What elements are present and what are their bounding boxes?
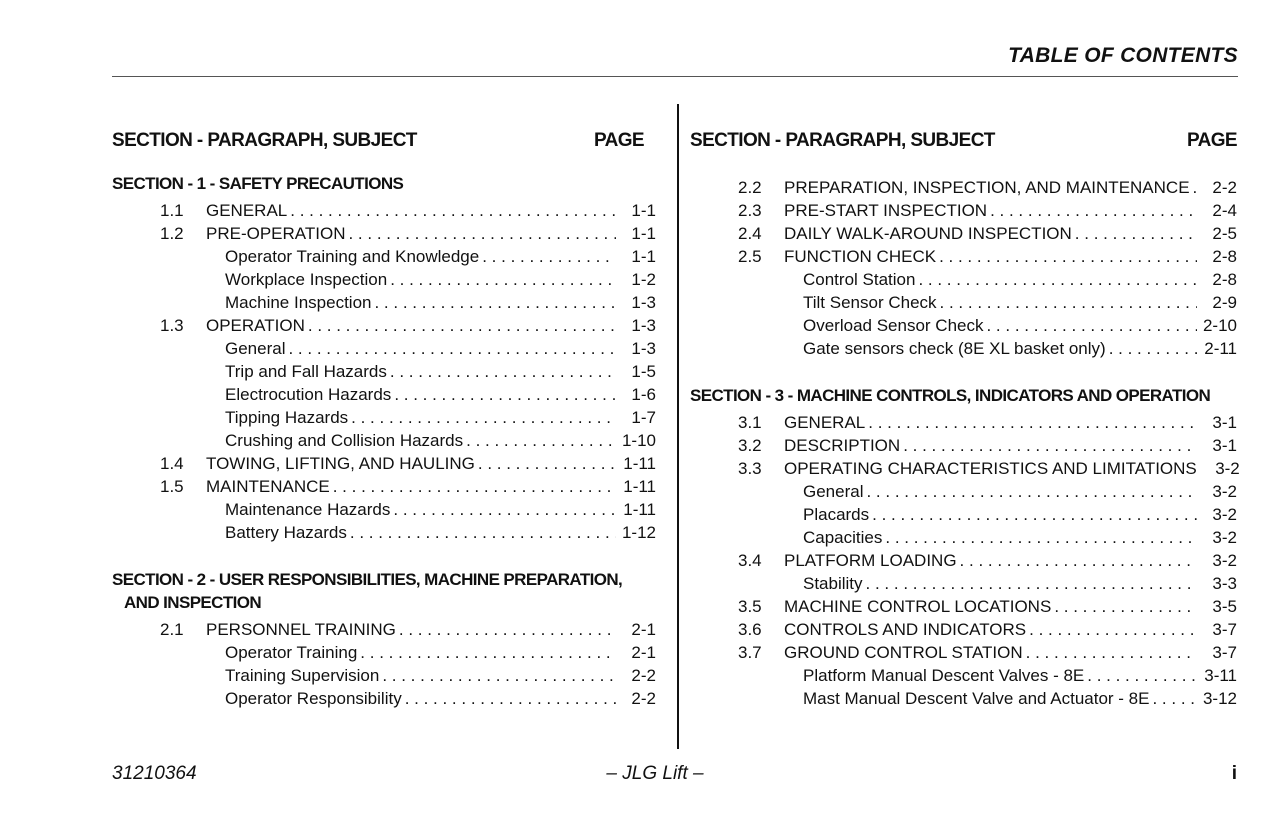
column-header: [690, 126, 1237, 156]
toc-entry[interactable]: [690, 199, 1237, 222]
toc-list: [690, 176, 1237, 360]
dot-leader: [1075, 222, 1197, 245]
dot-leader: [399, 618, 616, 641]
dot-leader: [466, 429, 616, 452]
toc-entry[interactable]: [112, 664, 656, 687]
dot-leader: [1193, 176, 1197, 199]
column-divider: [677, 104, 679, 749]
column-header: [112, 126, 656, 156]
entry-page-number: 2-8: [1212, 270, 1237, 289]
entry-page-number: 3-2: [1212, 482, 1237, 501]
dot-leader: [482, 245, 616, 268]
entry-title: MACHINE CONTROL LOCATIONS: [784, 597, 1052, 616]
page-header-title: TABLE OF CONTENTS: [1008, 44, 1238, 67]
entry-title: CONTROLS AND INDICATORS: [784, 620, 1027, 639]
entry-page-number: 1-6: [631, 385, 656, 404]
entry-page-number: 1-11: [623, 454, 656, 473]
entry-title: MAINTENANCE: [206, 477, 330, 496]
entry-page-number: 3-2: [1212, 505, 1237, 524]
dot-leader: [885, 526, 1197, 549]
entry-page-number: 2-1: [631, 643, 656, 662]
toc-entry[interactable]: [690, 503, 1237, 526]
entry-title: Overload Sensor Check: [803, 316, 984, 335]
toc-entry[interactable]: [690, 291, 1237, 314]
toc-entry[interactable]: [690, 434, 1237, 457]
toc-entry[interactable]: [112, 475, 656, 498]
toc-entry[interactable]: [690, 457, 1240, 480]
entry-title: PREPARATION, INSPECTION, AND MAINTENANCE: [784, 178, 1190, 197]
dot-leader: [360, 641, 616, 664]
toc-entry[interactable]: [112, 314, 656, 337]
entry-page-number: 1-11: [623, 500, 656, 519]
entry-page-number: 2-9: [1212, 293, 1237, 312]
entry-page-number: 3-1: [1212, 436, 1237, 455]
entry-number: 3.6: [738, 620, 762, 639]
entry-page-number: 3-2: [1212, 551, 1237, 570]
entry-title: PERSONNEL TRAINING: [206, 620, 396, 639]
dot-leader: [1029, 618, 1197, 641]
dot-leader: [308, 314, 616, 337]
entry-number: 2.5: [738, 247, 762, 266]
entry-page-number: 1-7: [631, 408, 656, 427]
entry-title: TOWING, LIFTING, AND HAULING: [206, 454, 475, 473]
entry-number: 2.3: [738, 201, 762, 220]
section-heading[interactable]: SECTION - 3 - MACHINE CONTROLS, INDICATORS AND OPERATION: [690, 386, 1211, 405]
dot-leader: [290, 199, 616, 222]
entry-page-number: 2-11: [1204, 339, 1237, 358]
dot-leader: [288, 337, 616, 360]
entry-page-number: 3-7: [1212, 643, 1237, 662]
entry-title: Machine Inspection: [225, 293, 372, 312]
dot-leader: [393, 498, 616, 521]
entry-page-number: 1-11: [623, 477, 656, 496]
dot-leader: [394, 383, 616, 406]
entry-title: Electrocution Hazards: [225, 385, 392, 404]
entry-page-number: 1-10: [621, 431, 656, 450]
entry-title: FUNCTION CHECK: [784, 247, 937, 266]
subject-column-label: SECTION - PARAGRAPH, SUBJECT: [690, 130, 995, 151]
entry-page-number: 3-2: [1212, 528, 1237, 547]
toc-entry[interactable]: [690, 572, 1237, 595]
dot-leader: [1054, 595, 1197, 618]
entry-number: 2.4: [738, 224, 762, 243]
entry-page-number: 3-7: [1212, 620, 1237, 639]
section-heading[interactable]: SECTION - 2 - USER RESPONSIBILITIES, MACHINE PREPARATION, AND INSPECTION: [112, 570, 623, 612]
entry-page-number: 1-5: [631, 362, 656, 381]
entry-number: 1.5: [160, 477, 184, 496]
toc-entry[interactable]: [112, 429, 656, 452]
toc-entry[interactable]: [112, 521, 656, 544]
entry-number: 2.2: [738, 178, 762, 197]
entry-title: Workplace Inspection: [225, 270, 388, 289]
entry-title: GROUND CONTROL STATION: [784, 643, 1023, 662]
entry-title: Placards: [803, 505, 870, 524]
entry-title: PRE-OPERATION: [206, 224, 346, 243]
entry-title: Battery Hazards: [225, 523, 347, 542]
toc-entry[interactable]: [690, 641, 1237, 664]
page-column-label: PAGE: [593, 130, 644, 151]
entry-title: Gate sensors check (8E XL basket only): [803, 339, 1106, 358]
dot-leader: [374, 291, 616, 314]
entry-number: 1.4: [160, 454, 184, 473]
entry-title: Trip and Fall Hazards: [225, 362, 387, 381]
entry-number: 2.1: [160, 620, 184, 639]
entry-number: 3.4: [738, 551, 762, 570]
toc-entry[interactable]: [112, 360, 656, 383]
entry-title: General: [225, 339, 286, 358]
entry-title: Capacities: [803, 528, 883, 547]
toc-entry[interactable]: [112, 222, 656, 245]
toc-entry[interactable]: [112, 268, 656, 291]
dot-leader: [960, 549, 1197, 572]
entry-number: 3.1: [738, 413, 762, 432]
entry-number: 3.3: [738, 459, 762, 478]
dot-leader: [939, 245, 1197, 268]
toc-entry[interactable]: [112, 641, 656, 664]
entry-page-number: 1-3: [631, 293, 656, 312]
subject-column-label: SECTION - PARAGRAPH, SUBJECT: [112, 130, 417, 151]
toc-entry[interactable]: [112, 618, 656, 641]
entry-title: Control Station: [803, 270, 916, 289]
entry-number: 3.5: [738, 597, 762, 616]
toc-entry[interactable]: [112, 687, 656, 710]
entry-number: 1.2: [160, 224, 184, 243]
entry-page-number: 1-2: [631, 270, 656, 289]
dot-leader: [348, 222, 616, 245]
entry-page-number: 3-12: [1202, 689, 1237, 708]
dot-leader: [478, 452, 616, 475]
left-column: [112, 126, 656, 710]
toc-entry[interactable]: [690, 337, 1237, 360]
toc-entry[interactable]: [690, 549, 1237, 572]
entry-page-number: 1-1: [631, 247, 656, 266]
dot-leader: [390, 360, 616, 383]
entry-number: 3.2: [738, 436, 762, 455]
dot-leader: [1087, 664, 1197, 687]
entry-page-number: 1-3: [631, 339, 656, 358]
entry-page-number: 2-4: [1212, 201, 1237, 220]
dot-leader: [1152, 687, 1197, 710]
entry-number: 1.3: [160, 316, 184, 335]
entry-page-number: 2-5: [1212, 224, 1237, 243]
entry-page-number: 2-8: [1212, 247, 1237, 266]
dot-leader: [333, 475, 616, 498]
toc-entry[interactable]: [690, 618, 1237, 641]
entry-title: Operator Training and Knowledge: [225, 247, 480, 266]
toc-entry[interactable]: [690, 314, 1237, 337]
toc-entry[interactable]: [112, 383, 656, 406]
entry-page-number: 2-10: [1202, 316, 1237, 335]
entry-page-number: 3-5: [1212, 597, 1237, 616]
entry-title: Maintenance Hazards: [225, 500, 391, 519]
toc-list: [690, 411, 1240, 710]
header-rule: [112, 76, 1238, 77]
dot-leader: [940, 291, 1197, 314]
entry-title: PLATFORM LOADING: [784, 551, 957, 570]
toc-list: [112, 199, 656, 544]
toc-entry[interactable]: [690, 245, 1237, 268]
dot-leader: [903, 434, 1197, 457]
dot-leader: [405, 687, 616, 710]
dot-leader: [986, 314, 1197, 337]
entry-page-number: 2-2: [1212, 178, 1237, 197]
footer-page-number: i: [1231, 763, 1237, 784]
dot-leader: [351, 406, 616, 429]
toc-entry[interactable]: [690, 595, 1237, 618]
dot-leader: [872, 503, 1197, 526]
entry-title: Operator Responsibility: [225, 689, 402, 708]
entry-page-number: 2-2: [631, 689, 656, 708]
toc-entry[interactable]: [112, 452, 656, 475]
dot-leader: [1026, 641, 1197, 664]
section-heading[interactable]: SECTION - 1 - SAFETY PRECAUTIONS: [112, 174, 404, 193]
entry-title: Training Supervision: [225, 666, 380, 685]
footer-doc-number: 31210364: [112, 763, 197, 784]
toc-entry[interactable]: [690, 664, 1237, 687]
entry-title: Operator Training: [225, 643, 358, 662]
entry-page-number: 1-3: [631, 316, 656, 335]
dot-leader: [918, 268, 1197, 291]
footer-title: – JLG Lift –: [606, 763, 704, 784]
toc-entry[interactable]: [690, 480, 1237, 503]
dot-leader: [1109, 337, 1197, 360]
toc-entry[interactable]: [690, 411, 1237, 434]
entry-title: Mast Manual Descent Valve and Actuator - 8E: [803, 689, 1150, 708]
toc-entry[interactable]: [690, 222, 1237, 245]
toc-entry[interactable]: [690, 268, 1237, 291]
toc-entry[interactable]: [112, 291, 656, 314]
entry-title: OPERATION: [206, 316, 305, 335]
entry-page-number: 3-11: [1204, 666, 1237, 685]
entry-page-number: 3-2: [1215, 459, 1240, 478]
dot-leader: [866, 572, 1197, 595]
entry-title: Tipping Hazards: [225, 408, 349, 427]
entry-page-number: 3-1: [1212, 413, 1237, 432]
entry-page-number: 1-12: [621, 523, 656, 542]
entry-page-number: 1-1: [631, 224, 656, 243]
entry-title: Platform Manual Descent Valves - 8E: [803, 666, 1085, 685]
entry-title: DESCRIPTION: [784, 436, 901, 455]
entry-title: Stability: [803, 574, 863, 593]
dot-leader: [990, 199, 1197, 222]
dot-leader: [868, 411, 1197, 434]
toc-entry[interactable]: [690, 526, 1237, 549]
dot-leader: [350, 521, 616, 544]
entry-page-number: 3-3: [1212, 574, 1237, 593]
dot-leader: [390, 268, 616, 291]
entry-number: 3.7: [738, 643, 762, 662]
entry-title: DAILY WALK-AROUND INSPECTION: [784, 224, 1072, 243]
entry-page-number: 1-1: [631, 201, 656, 220]
entry-number: 1.1: [160, 201, 184, 220]
dot-leader: [866, 480, 1197, 503]
toc-entry[interactable]: [112, 199, 656, 222]
toc-entry[interactable]: [112, 337, 656, 360]
page-column-label: PAGE: [1186, 130, 1237, 151]
toc-entry[interactable]: [112, 406, 656, 429]
toc-entry[interactable]: [112, 245, 656, 268]
entry-title: GENERAL: [206, 201, 288, 220]
toc-entry[interactable]: [690, 687, 1237, 710]
entry-title: GENERAL: [784, 413, 866, 432]
toc-list: [112, 618, 656, 710]
entry-title: PRE-START INSPECTION: [784, 201, 988, 220]
entry-title: General: [803, 482, 864, 501]
right-column: [690, 126, 1240, 710]
entry-page-number: 2-2: [631, 666, 656, 685]
entry-title: Crushing and Collision Hazards: [225, 431, 464, 450]
toc-entry[interactable]: [690, 176, 1237, 199]
dot-leader: [382, 664, 616, 687]
toc-entry[interactable]: [112, 498, 656, 521]
entry-title: OPERATING CHARACTERISTICS AND LIMITATIONS: [784, 459, 1197, 478]
entry-page-number: 2-1: [631, 620, 656, 639]
entry-title: Tilt Sensor Check: [803, 293, 937, 312]
